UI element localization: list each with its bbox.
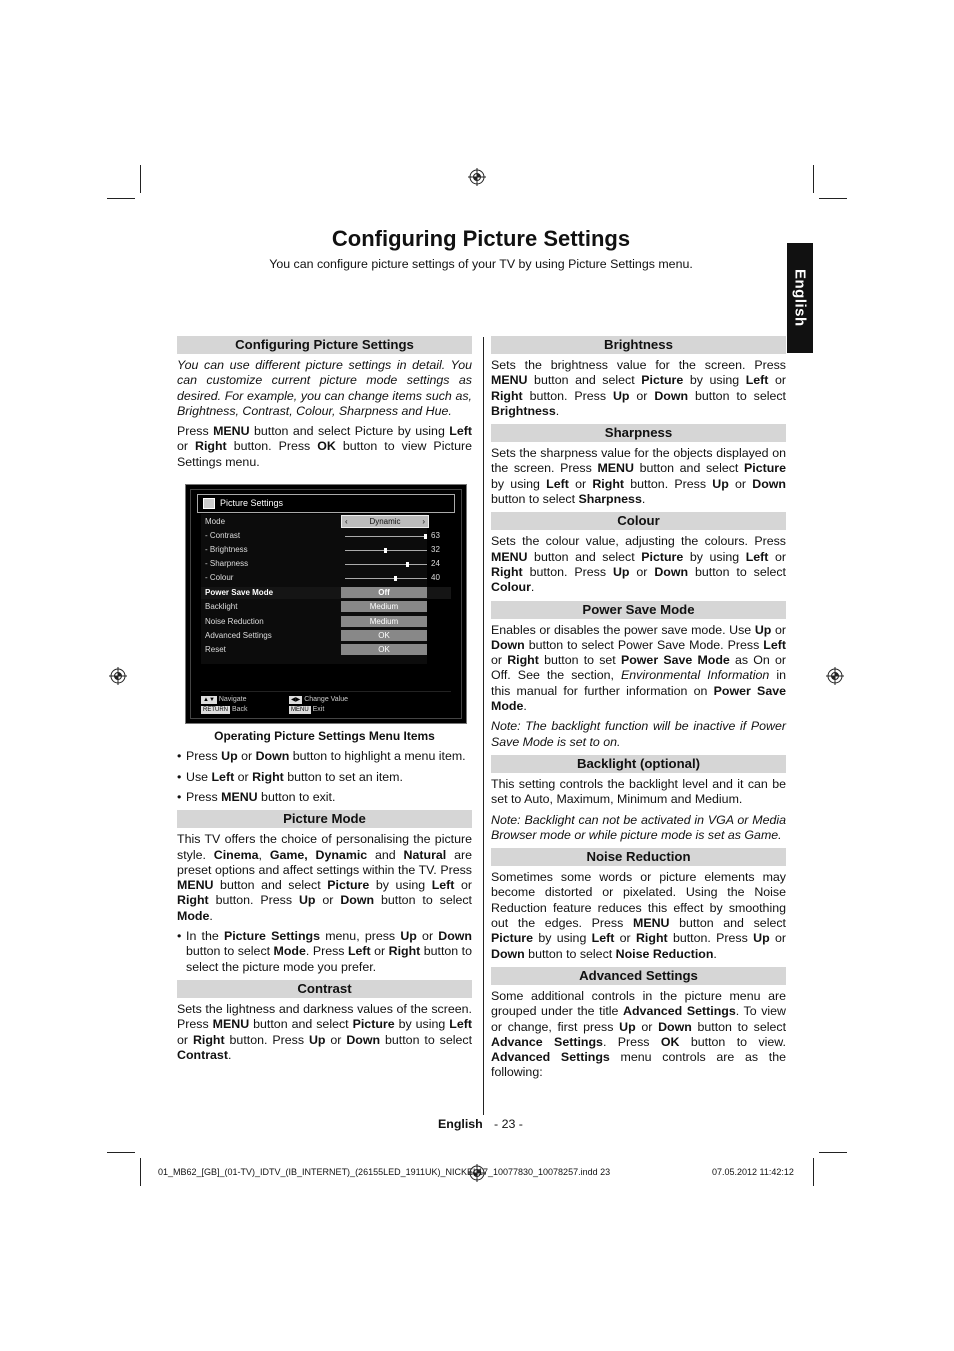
crop-mark <box>813 165 814 193</box>
paragraph-picture-mode: This TV offers the choice of personalising the picture style. Cinema, Game, Dynamic and Natural are preset options and affect settings within the TV. Press MENU button and select Picture by using Left or Right button. Press Up or Down button to select Mode. <box>177 832 472 923</box>
registration-mark-icon <box>468 168 486 186</box>
osd-title-bar: Picture Settings <box>197 494 455 513</box>
section-header-power-save: Power Save Mode <box>491 601 786 619</box>
section-header-configuring: Configuring Picture Settings <box>177 336 472 354</box>
list-item: • Press Up or Down button to highlight a menu item. <box>177 749 466 764</box>
paragraph-power-save: Enables or disables the power save mode. Use Up or Down button to select Power Save Mode. Press Left or Right button to set Power Save Mode as On or Off. See the section, Environmental Information in this manual for further information on Power Save Mode. <box>491 622 787 714</box>
note-power-save: Note: The backlight function will be inactive if Power Save Mode is set to on. <box>491 719 786 749</box>
osd-row-colour: - Colour 40 <box>205 573 440 583</box>
date-slug: 07.05.2012 11:42:12 <box>712 1167 794 1177</box>
up-down-key-icon: ▲▼ <box>203 697 215 704</box>
list-item: • Press MENU button to exit. <box>177 789 336 804</box>
section-header-brightness: Brightness <box>491 336 786 354</box>
paragraph-noise-reduction: Sometimes some words or picture elements may become distorted or pixelated. Using the Noise Reduction feature reduces this effect by smoothing out the edges. Press MENU button and select Picture by using Left or Right button. Press Up or Down button to select Noise Reduction. <box>491 870 786 961</box>
osd-row-contrast: - Contrast 63 <box>205 531 440 541</box>
page-title: Configuring Picture Settings <box>331 226 631 251</box>
right-column <box>491 336 786 1086</box>
crop-mark <box>107 198 135 199</box>
paragraph-contrast: Sets the lightness and darkness values of the screen. Press MENU button and select Picture by using Left or Right button. Press Up or Down button to select Contrast. <box>177 1001 473 1062</box>
column-divider <box>483 337 484 1115</box>
file-slug: 01_MB62_[GB]_(01-TV)_IDTV_(IB_INTERNET)_(26155LED_1911UK)_NICKEL17_10077830_10078257.indd 23 <box>158 1167 611 1177</box>
paragraph-configuring: You can use different picture settings in detail. You can customize current picture mode settings as desired. For example, you can change items such as, Brightness, Contrast, Colour, Sharpness and Hue. <box>177 358 472 418</box>
osd-row-brightness: - Brightness 32 <box>205 545 440 555</box>
page-intro: You can configure picture settings of your TV by using Picture Settings menu. <box>269 257 693 271</box>
osd-row-power-save: Power Save Mode Off <box>201 587 451 599</box>
paragraph-press-menu: Press MENU button and select Picture by using Left or Right button. Press OK button to view Picture Settings menu. <box>177 424 472 469</box>
section-header-advanced: Advanced Settings <box>491 967 786 985</box>
osd-row-backlight: Backlight Medium <box>201 601 451 613</box>
registration-mark-icon <box>826 667 844 685</box>
picture-icon <box>203 498 215 509</box>
crop-mark <box>819 1152 847 1153</box>
language-tab-label: English <box>791 269 809 327</box>
section-header-colour: Colour <box>491 512 786 530</box>
osd-row-noise-reduction: Noise Reduction Medium <box>201 616 451 628</box>
list-item: • In the Picture Settings menu, press Up or Down button to select Mode. Press Left or Right button to select the picture mode you prefer. <box>177 929 472 974</box>
crop-mark <box>107 1152 135 1153</box>
section-header-contrast: Contrast <box>177 980 472 998</box>
osd-row-reset: Reset OK <box>201 644 451 656</box>
osd-mode-value: ‹ Dynamic › <box>341 515 429 528</box>
left-column <box>177 336 472 1068</box>
section-header-picture-mode: Picture Mode <box>177 810 472 828</box>
page-number: - 23 - <box>494 1117 523 1131</box>
paragraph-advanced: Some additional controls in the picture menu are grouped under the title Advanced Settings. To view or change, first press Up or Down button to select Advance Settings. Press OK button to view. Advanced Settings menu controls are as the following: <box>491 988 787 1080</box>
section-header-sharpness: Sharpness <box>491 424 786 442</box>
osd-footer: ▲▼ Navigate RETURN Back ◀▶ Change Value MENU Exit <box>201 691 451 712</box>
crop-mark <box>140 1158 141 1186</box>
paragraph-sharpness: Sets the sharpness value for the objects displayed on the screen. Press MENU button and select Picture by using Left or Right button. Press Up or Down button to select Sharpness. <box>491 446 786 507</box>
section-header-noise-reduction: Noise Reduction <box>491 848 786 866</box>
left-right-key-icon: ◀▶ <box>291 697 301 704</box>
crop-mark <box>813 1158 814 1186</box>
osd-row-mode: Mode ‹ Dynamic › <box>201 516 451 528</box>
registration-mark-icon <box>109 667 127 685</box>
paragraph-brightness: Sets the brightness value for the screen. Press MENU button and select Picture by using Left or Right button. Press Up or Down button to select Brightness. <box>491 358 786 418</box>
paragraph-colour: Sets the colour value, adjusting the colours. Press MENU button and select Picture by using Left or Right button. Press Up or Down button to select Colour. <box>491 534 786 595</box>
list-item: • Use Left or Right button to set an item. <box>177 769 403 784</box>
crop-mark <box>819 198 847 199</box>
paragraph-backlight: This setting controls the backlight level and it can be set to Auto, Maximum, Minimum and Medium. <box>491 776 786 807</box>
language-tab <box>787 243 813 353</box>
footer-language: English <box>438 1117 483 1131</box>
osd-row-advanced: Advanced Settings OK <box>201 630 451 642</box>
crop-mark <box>140 165 141 193</box>
section-header-backlight: Backlight (optional) <box>491 755 786 773</box>
note-backlight: Note: Backlight can not be activated in VGA or Media Browser mode or while picture mode is set as Game. <box>491 812 786 842</box>
picture-settings-menu-screenshot <box>185 484 467 724</box>
figure-caption: Operating Picture Settings Menu Items <box>214 729 435 744</box>
osd-row-sharpness: - Sharpness 24 <box>205 559 440 569</box>
